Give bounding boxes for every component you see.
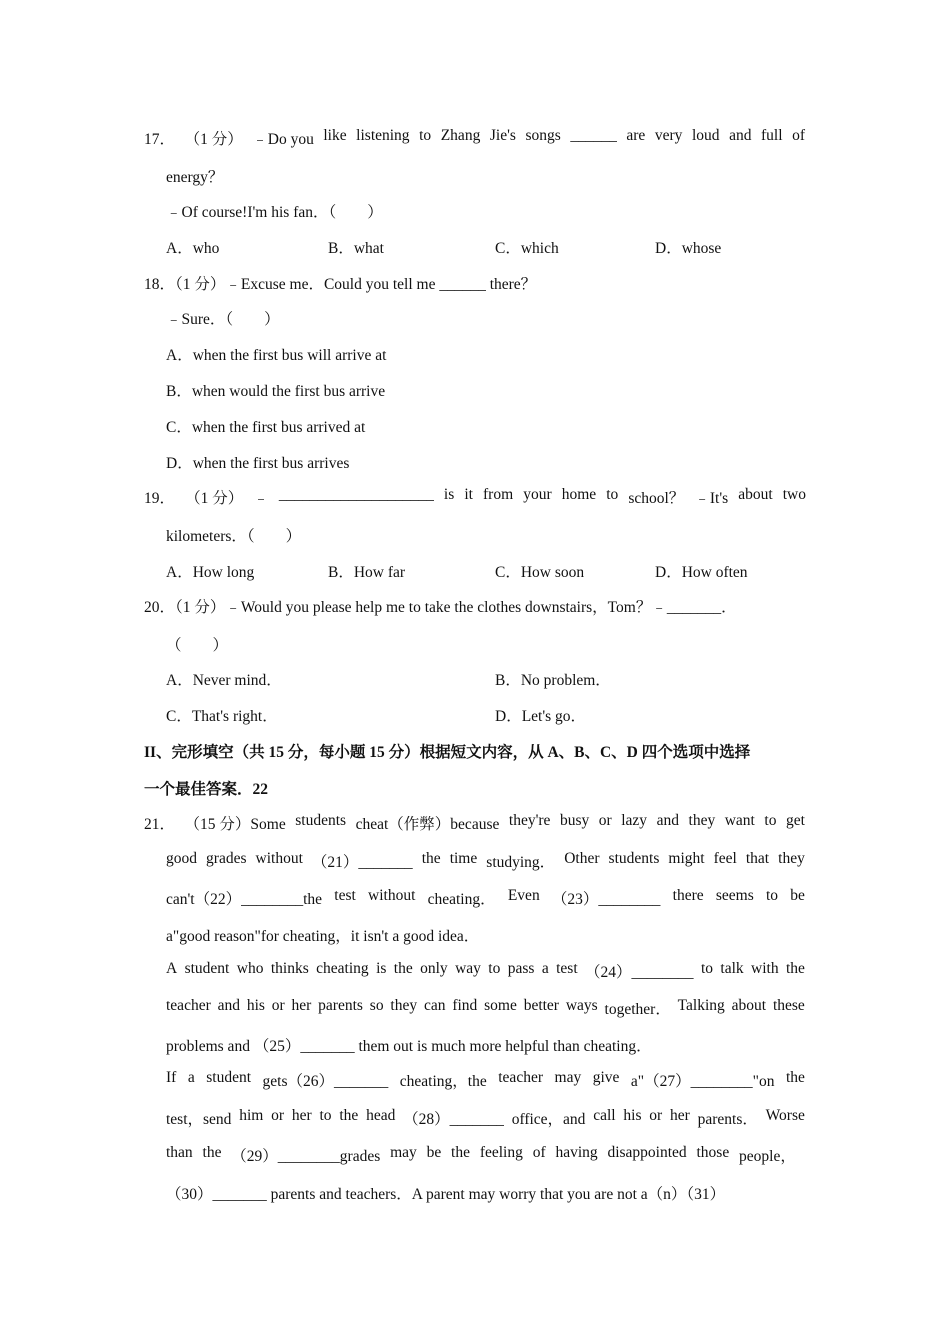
q17-line2: energy？ xyxy=(166,169,224,186)
q21-p3-line4: （30）_______ parents and teachers．A parent may worry that you are not a（n）（31） xyxy=(166,1186,726,1203)
word: may xyxy=(554,1069,582,1086)
word: be xyxy=(790,887,805,904)
word: the xyxy=(786,960,805,977)
word: students xyxy=(608,850,660,867)
word: without xyxy=(255,850,303,867)
q20-line2: （ ） xyxy=(166,637,229,654)
word: is xyxy=(376,960,387,977)
q18-option-b: B．when would the first bus arrive xyxy=(166,383,386,400)
word: home xyxy=(561,486,597,503)
word: of xyxy=(532,1144,546,1161)
word: are xyxy=(626,127,646,144)
q18-option-d: D．when the first bus arrives xyxy=(166,455,350,472)
word: parents xyxy=(318,997,363,1014)
word: want xyxy=(724,812,755,829)
word: Zhang xyxy=(440,127,481,144)
q17-option-d: D．whose xyxy=(655,240,722,257)
word: head xyxy=(366,1107,396,1124)
word: teacher xyxy=(498,1069,543,1086)
word: or xyxy=(598,812,612,829)
word: office，and xyxy=(511,1111,586,1128)
word: without xyxy=(368,887,416,904)
word: （29）________grades xyxy=(231,1148,381,1165)
word: the xyxy=(339,1107,359,1124)
word: pass xyxy=(507,960,535,977)
word: A xyxy=(166,960,178,977)
word: If xyxy=(166,1069,177,1086)
word: full xyxy=(761,127,783,144)
word: listening xyxy=(356,127,410,144)
word: cheating xyxy=(316,960,369,977)
word: two xyxy=(782,486,806,503)
word: her xyxy=(670,1107,690,1124)
word: ﹣Do you xyxy=(252,131,314,148)
word: good xyxy=(166,850,197,867)
section2-heading-line1: II、完形填空（共 15 分，每小题 15 分）根据短文内容，从 A、B、C、D 四个选项中选择 xyxy=(144,744,751,761)
word: they're xyxy=(508,812,551,829)
word: about xyxy=(731,997,767,1014)
word: disappointed xyxy=(607,1144,687,1161)
word: feeling xyxy=(479,1144,523,1161)
word: student xyxy=(184,960,230,977)
q20-option-c: C．That's right． xyxy=(166,708,278,725)
word: her xyxy=(291,997,312,1014)
word: gets（26）_______ xyxy=(262,1073,389,1090)
word: about xyxy=(738,486,773,503)
word: test，send xyxy=(166,1111,232,1128)
word: or xyxy=(271,997,285,1014)
q20-line1: 20．（1 分）﹣Would you please help me to take the clothes downstairs，Tom？﹣_______． xyxy=(144,599,737,616)
word: thinks xyxy=(270,960,309,977)
word: is xyxy=(443,486,455,503)
q21-p1-line3 xyxy=(166,887,805,909)
word: feel xyxy=(713,850,737,867)
word: （15 分）Some xyxy=(184,816,286,833)
word: cheating． xyxy=(427,891,496,908)
q21-p1-line1 xyxy=(144,812,805,834)
word: like xyxy=(323,127,347,144)
word: way xyxy=(455,960,481,977)
word: ﹣It's xyxy=(694,490,729,507)
word: the xyxy=(202,1144,222,1161)
word: to xyxy=(419,127,432,144)
word: the xyxy=(785,1069,805,1086)
word: （24）________ xyxy=(585,964,694,981)
word: call xyxy=(593,1107,616,1124)
word: talk xyxy=(720,960,744,977)
word: to xyxy=(765,887,779,904)
word: can't（22）________the xyxy=(166,891,323,908)
word: they xyxy=(778,850,805,867)
word: very xyxy=(654,127,683,144)
word: ways xyxy=(565,997,598,1014)
q19-option-d: D．How often xyxy=(655,564,748,581)
word: grades xyxy=(206,850,247,867)
word: test xyxy=(556,960,578,977)
word: and xyxy=(217,997,240,1014)
word: there xyxy=(672,887,704,904)
word: Even xyxy=(507,887,540,904)
q17-option-b: B．what xyxy=(328,240,384,257)
word: teacher xyxy=(166,997,211,1014)
word: they xyxy=(390,997,418,1014)
word: to xyxy=(764,812,777,829)
word: it xyxy=(464,486,473,503)
q20-option-d: D．Let's go． xyxy=(495,708,587,725)
word: find xyxy=(452,997,478,1014)
word: can xyxy=(423,997,446,1014)
q17-option-c: C．which xyxy=(495,240,559,257)
word: her xyxy=(291,1107,312,1124)
q18-line1: 18．（1 分）﹣Excuse me．Could you tell me ______ there？ xyxy=(144,276,537,293)
q19-option-a: A．How long xyxy=(166,564,255,581)
word: cheat（作弊）because xyxy=(355,816,500,833)
word: student xyxy=(206,1069,252,1086)
word: （1 分） xyxy=(184,131,243,148)
word: and xyxy=(656,812,679,829)
word: Other xyxy=(564,850,600,867)
word: a"（27）________"on xyxy=(630,1073,775,1090)
word: having xyxy=(555,1144,598,1161)
q18-reply: ﹣Sure．（ ） xyxy=(166,311,280,328)
word: the xyxy=(393,960,413,977)
word: or xyxy=(649,1107,663,1124)
q19-line2: kilometers．（ ） xyxy=(166,528,302,545)
word: people， xyxy=(739,1148,796,1165)
word: Talking xyxy=(677,997,725,1014)
q21-p1-line4: a"good reason"for cheating，it isn't a good idea． xyxy=(166,928,480,945)
word: students xyxy=(295,812,347,829)
word: ﹣ xyxy=(253,490,269,507)
word: his xyxy=(246,997,265,1014)
word: 19． xyxy=(144,490,176,507)
word: cheating，the xyxy=(399,1073,487,1090)
word: loud xyxy=(691,127,720,144)
word: and xyxy=(729,127,752,144)
word: these xyxy=(772,997,805,1014)
word: or xyxy=(271,1107,285,1124)
word: him xyxy=(239,1107,264,1124)
q20-option-b: B．No problem． xyxy=(495,672,611,689)
word: the xyxy=(421,850,441,867)
word: the xyxy=(451,1144,470,1161)
word: （1 分） xyxy=(185,490,244,507)
section2-heading-line2: 一个最佳答案．22 xyxy=(144,781,269,798)
word: busy xyxy=(559,812,590,829)
word: to xyxy=(319,1107,332,1124)
word: （28）_______ xyxy=(403,1111,504,1128)
word: of xyxy=(792,127,805,144)
word: may xyxy=(390,1144,417,1161)
word: ______ xyxy=(570,127,617,144)
word: who xyxy=(236,960,264,977)
word: might xyxy=(668,850,705,867)
q19-option-b: B．How far xyxy=(328,564,406,581)
q19-line1 xyxy=(144,486,806,508)
q17-reply: ﹣Of course!I'm his fan．（ ） xyxy=(166,204,383,221)
q17-option-a: A．who xyxy=(166,240,220,257)
word: test xyxy=(334,887,356,904)
q21-p3-line1 xyxy=(166,1069,805,1091)
word: together． xyxy=(604,1001,671,1018)
word: they xyxy=(688,812,716,829)
word: to xyxy=(606,486,619,503)
word: only xyxy=(420,960,448,977)
q18-option-c: C．when the first bus arrived at xyxy=(166,419,366,436)
word: be xyxy=(426,1144,442,1161)
word: 17． xyxy=(144,131,176,148)
word: a xyxy=(187,1069,195,1086)
word: better xyxy=(523,997,559,1014)
word: those xyxy=(696,1144,730,1161)
word: so xyxy=(369,997,384,1014)
q18-option-a: A．when the first bus will arrive at xyxy=(166,347,387,364)
word: than xyxy=(166,1144,193,1161)
word: time xyxy=(449,850,478,867)
word: your xyxy=(523,486,552,503)
word: his xyxy=(623,1107,642,1124)
word: from xyxy=(483,486,514,503)
q21-p2-line1 xyxy=(166,960,805,982)
q21-p1-line2 xyxy=(166,850,805,872)
q20-option-a: A．Never mind． xyxy=(166,672,282,689)
word: a xyxy=(541,960,549,977)
q19-option-c: C．How soon xyxy=(495,564,585,581)
word: （21）_______ xyxy=(311,854,413,871)
q21-p3-line2 xyxy=(166,1107,805,1129)
word: some xyxy=(484,997,517,1014)
word: school？ xyxy=(628,490,685,507)
word: get xyxy=(786,812,805,829)
word: studying． xyxy=(486,854,556,871)
word: give xyxy=(592,1069,620,1086)
word: to xyxy=(700,960,714,977)
word: seems xyxy=(715,887,754,904)
word: to xyxy=(488,960,501,977)
word: songs xyxy=(525,127,561,144)
word: that xyxy=(745,850,770,867)
word: lazy xyxy=(621,812,648,829)
word: 21． xyxy=(144,816,176,833)
word: parents． xyxy=(697,1111,758,1128)
word: （23）________ xyxy=(551,891,661,908)
word: Jie's xyxy=(489,127,516,144)
q21-p2-line3: problems and （25）_______ them out is much more helpful than cheating． xyxy=(166,1038,652,1055)
q21-p2-line2 xyxy=(166,997,805,1019)
word: ____________________ xyxy=(278,486,434,503)
word: with xyxy=(751,960,779,977)
word: Worse xyxy=(765,1107,805,1124)
q17-line1 xyxy=(144,127,805,149)
q21-p3-line3 xyxy=(166,1144,796,1166)
